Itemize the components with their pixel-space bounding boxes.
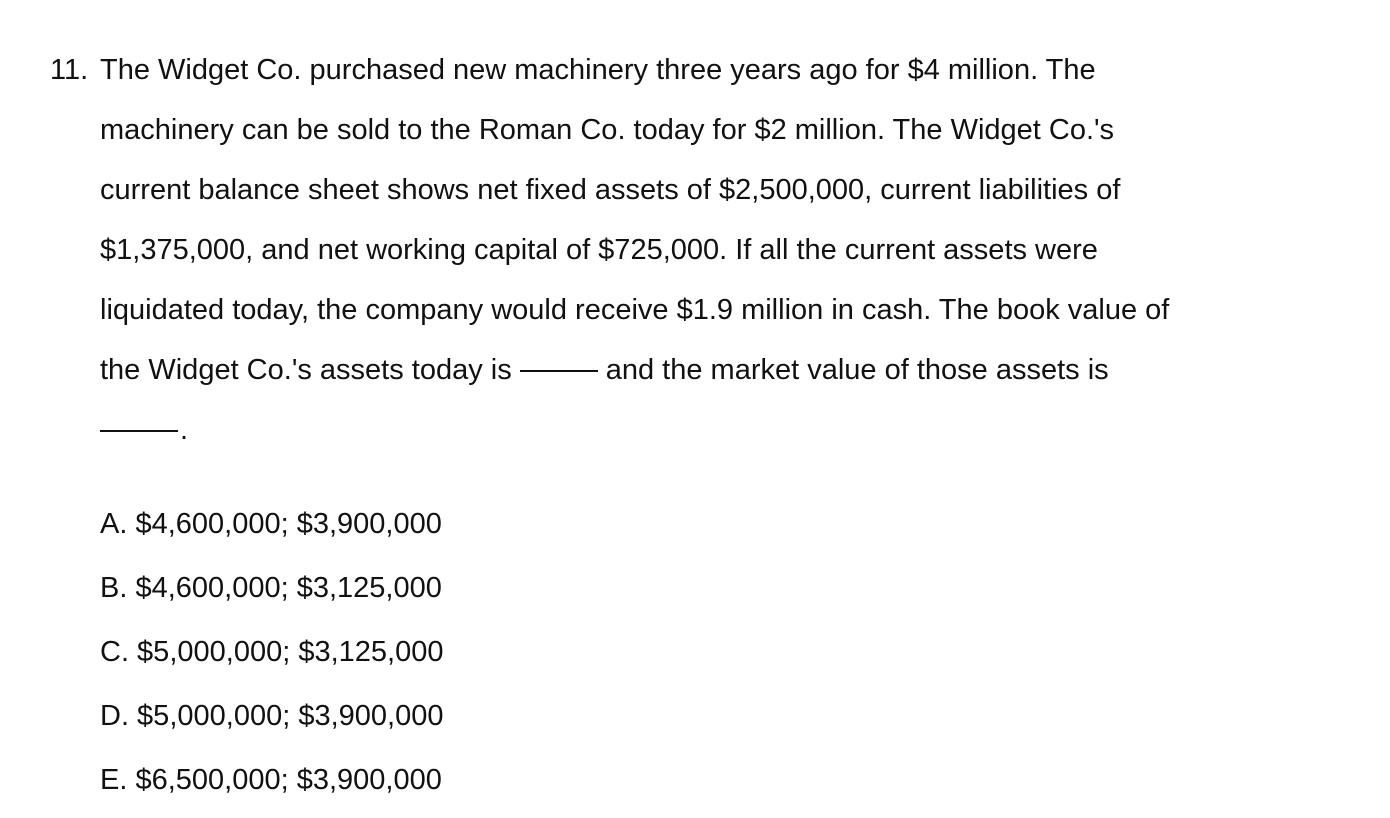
answer-blank-market-value — [100, 430, 178, 432]
question-line: current balance sheet shows net fixed assets of $2,500,000, current liabilities of — [100, 174, 1121, 206]
question-text — [100, 40, 1169, 460]
question-text-after-blank: and the market value of those assets is — [605, 354, 1109, 386]
question-line: machinery can be sold to the Roman Co. today for $2 million. The Widget Co.'s — [100, 114, 1115, 146]
answer-options — [100, 492, 443, 812]
option-e[interactable]: E. $6,500,000; $3,900,000 — [100, 764, 442, 796]
question-final-period: . — [180, 414, 189, 446]
answer-blank-book-value — [520, 370, 598, 372]
question-line: liquidated today, the company would receive $1.9 million in cash. The book value of — [100, 294, 1170, 326]
question-line: $1,375,000, and net working capital of $725,000. If all the current assets were — [100, 234, 1098, 266]
question-number: 11. — [50, 54, 89, 86]
option-a[interactable]: A. $4,600,000; $3,900,000 — [100, 508, 442, 540]
question-line-with-blank — [100, 340, 1169, 400]
question-text-before-blank: the Widget Co.'s assets today is — [100, 354, 512, 386]
option-b[interactable]: B. $4,600,000; $3,125,000 — [100, 572, 442, 604]
option-d[interactable]: D. $5,000,000; $3,900,000 — [100, 700, 444, 732]
question-line: The Widget Co. purchased new machinery three years ago for $4 million. The — [100, 54, 1096, 86]
option-c[interactable]: C. $5,000,000; $3,125,000 — [100, 636, 444, 668]
question-line-final-blank — [100, 400, 1169, 460]
